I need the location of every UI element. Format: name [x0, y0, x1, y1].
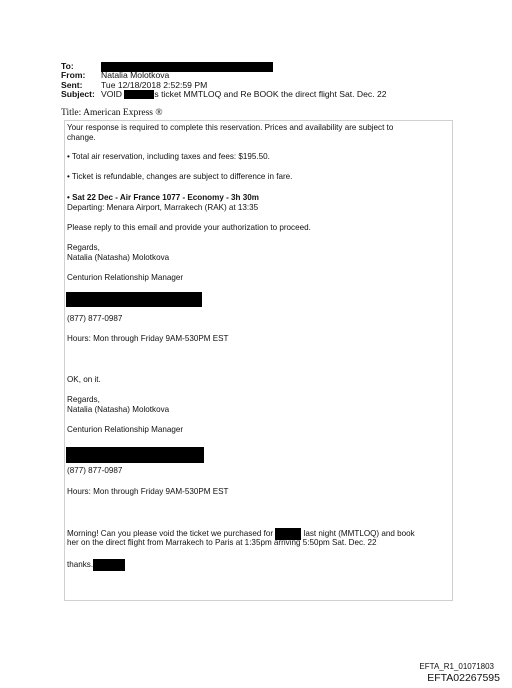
- bullet-flight: • Sat 22 Dec - Air France 1077 - Economy - 3h 30m: [67, 193, 259, 202]
- document-title: Title: American Express ®: [61, 108, 163, 118]
- phone-1: (877) 877-0987: [67, 314, 123, 323]
- hours-1: Hours: Mon through Friday 9AM-530PM EST: [67, 334, 229, 343]
- hours-2: Hours: Mon through Friday 9AM-530PM EST: [67, 487, 229, 496]
- reply-request: Please reply to this email and provide your authorization to proceed.: [67, 223, 311, 232]
- regards-2: Regards,: [67, 395, 100, 404]
- bullet-total: • Total air reservation, including taxes and fees: $195.50.: [67, 152, 270, 161]
- intro-line-1: Your response is required to complete this reservation. Prices and availability are subject to: [67, 123, 394, 132]
- subject-suffix: s ticket MMTLOQ and Re BOOK the direct flight Sat. Dec. 22: [154, 89, 387, 99]
- departing-line: Departing: Menara Airport, Marrakech (RAK) at 13:35: [67, 203, 259, 212]
- subject-redacted: [124, 90, 154, 99]
- bullet-refundable: • Ticket is refundable, changes are subject to difference in fare.: [67, 172, 293, 181]
- signer-1: Natalia (Natasha) Molotkova: [67, 253, 170, 262]
- regards-1: Regards,: [67, 243, 100, 252]
- from-value: Natalia Molotkova: [101, 70, 170, 80]
- signer-2: Natalia (Natasha) Molotkova: [67, 405, 170, 414]
- sent-value: Tue 12/18/2018 2:52:59 PM: [101, 80, 208, 90]
- phone-2: (877) 877-0987: [67, 466, 123, 475]
- footer-ref-1: EFTA_R1_01071803: [419, 662, 494, 671]
- redacted-signoff: [93, 559, 125, 571]
- request-line-1-prefix: Morning! Can you please void the ticket we purchased for: [67, 529, 274, 539]
- thanks-text: thanks.: [67, 560, 94, 570]
- subject-label: Subject:: [61, 89, 95, 99]
- request-line-1-suffix: last night (MMTLOQ) and book: [303, 529, 415, 539]
- request-line-2: her on the direct flight from Marrakech to Paris at 1:35pm arriving 5:50pm Sat. Dec. 22: [67, 538, 377, 547]
- footer-ref-2: EFTA02267595: [427, 672, 500, 684]
- to-label: To:: [61, 61, 74, 71]
- redaction-block-1: [66, 292, 202, 307]
- role-2: Centurion Relationship Manager: [67, 425, 184, 434]
- reply-ok: OK, on it.: [67, 375, 101, 384]
- redaction-block-2: [66, 447, 204, 463]
- subject-prefix: VOID: [101, 89, 123, 99]
- from-label: From:: [61, 70, 86, 80]
- thanks-line: [67, 559, 125, 571]
- sent-label: Sent:: [61, 80, 83, 90]
- intro-line-2: change.: [67, 133, 96, 142]
- subject-value: [101, 89, 387, 99]
- role-1: Centurion Relationship Manager: [67, 273, 184, 282]
